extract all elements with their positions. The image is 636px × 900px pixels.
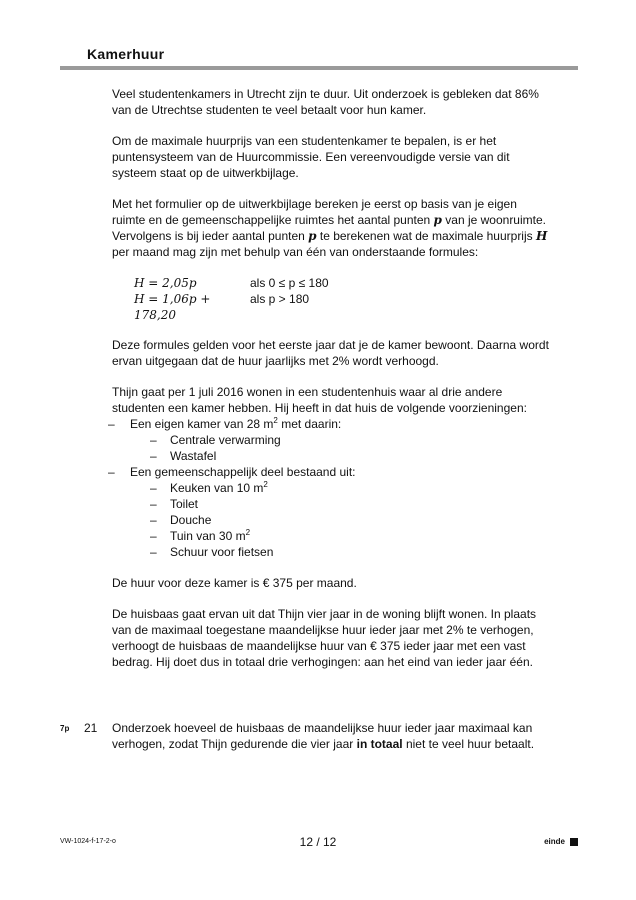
list-item: – Douche [150, 512, 552, 528]
variable-p: p [433, 213, 442, 227]
superscript: 2 [263, 480, 268, 489]
text: van je woonruimte. Vervolgens is bij ieder aantal punten [112, 213, 546, 243]
question-text [112, 720, 560, 752]
question-emphasis: in totaal [356, 737, 403, 751]
superscript: 2 [245, 528, 251, 537]
list-item: – Wastafel [150, 448, 552, 464]
list-item [150, 528, 552, 544]
list-item: – Toilet [150, 496, 552, 512]
header-rule [60, 66, 578, 70]
formulier-paragraph [112, 196, 552, 260]
list-item [150, 480, 552, 496]
variable-h: H [535, 229, 548, 243]
list-item [110, 464, 552, 560]
variable-p: p [308, 229, 317, 243]
exam-code: VW-1024-f-17-2-o [60, 838, 116, 845]
formula-1-condition: als 0 ≤ p ≤ 180 [250, 276, 329, 290]
formula-2: H = 1,06p + 178,20 [134, 292, 211, 322]
rent-paragraph: De huur voor deze kamer is € 375 per maand. [112, 576, 357, 590]
question-points: 7p [60, 724, 70, 733]
thijn-paragraph: Thijn gaat per 1 juli 2016 wonen in een studentenhuis waar al drie andere studenten een kamer hebben. Hij heeft in dat huis de volgende voorzieningen: [112, 385, 527, 415]
own-room-sublist [130, 432, 552, 464]
text: te berekenen wat de maximale huurprijs [316, 229, 536, 243]
formula-1: H = 2,05p [134, 276, 197, 290]
puntensysteem-paragraph: Om de maximale huurprijs van een studentenkamer te bepalen, is er het puntensysteem van de Huurcommissie. Een vereenvoudigde versie van dit systeem staat op de uitwerkbijlage. [112, 134, 510, 180]
huisbaas-paragraph: De huisbaas gaat ervan uit dat Thijn vier jaar in de woning blijft wonen. In plaats van de maximaal toegestane maandelijkse huur ieder jaar met 2% te verhogen, verhoogt de huisbaas de maandelijkse huur van € 375 ieder jaar met een vast bedrag. Hij doet dus in totaal drie verhogingen: aan het eind van ieder jaar één. [112, 607, 537, 669]
question-21 [60, 720, 560, 752]
shared-text: Een gemeenschappelijk deel bestaand uit: [130, 465, 356, 479]
question-number: 21 [84, 721, 98, 735]
list-item: – Schuur voor fietsen [150, 544, 552, 560]
formula-2-condition: als p > 180 [250, 292, 310, 306]
end-square-icon [570, 838, 578, 846]
end-label: einde [544, 837, 565, 846]
own-room-text: Een eigen kamer van 28 m [130, 417, 274, 431]
question-text-part: niet te veel huur betaalt. [402, 737, 535, 751]
own-room-text-end: met daarin: [277, 417, 342, 431]
list-item: – Centrale verwarming [150, 432, 552, 448]
formula-block [134, 275, 552, 323]
document-body [112, 86, 552, 685]
kitchen-text: Keuken van 10 m [170, 481, 264, 495]
garden-text: Tuin van 30 m [170, 529, 246, 543]
superscript: 2 [273, 416, 278, 425]
question-text-part: Onderzoek hoeveel de huisbaas de maandelijkse huur ieder jaar maximaal kan verhogen, zodat Thijn gedurende die vier jaar [112, 721, 533, 751]
page-number: 12 / 12 [299, 835, 337, 849]
shared-sublist [130, 480, 552, 560]
page-title: Kamerhuur [87, 46, 165, 62]
facilities-list [110, 416, 552, 560]
end-marker [544, 837, 578, 846]
list-item [110, 416, 552, 464]
formules-note-paragraph: Deze formules gelden voor het eerste jaar dat je de kamer bewoont. Daarna wordt ervan uitgegaan dat de huur jaarlijks met 2% wordt verhoogd. [112, 338, 549, 368]
text: per maand mag zijn met behulp van één van onderstaande formules: [112, 245, 479, 259]
intro-paragraph: Veel studentenkamers in Utrecht zijn te duur. Uit onderzoek is gebleken dat 86% van de Utrechtse studenten te veel betaalt voor hun kamer. [112, 87, 539, 117]
text: Met het formulier op de uitwerkbijlage bereken je eerst op basis van je eigen ruimte en de gemeenschappelijke ruimtes het aantal punten [112, 197, 517, 227]
